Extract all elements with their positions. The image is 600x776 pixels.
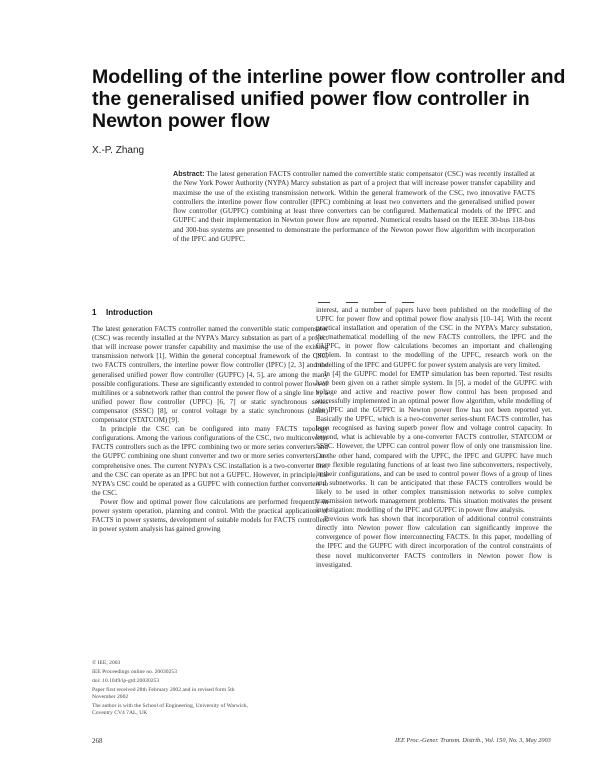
end-mark [318, 302, 330, 303]
footnote: IEE Proceedings online no. 20030253 [92, 669, 177, 675]
section-title: Introduction [106, 308, 153, 317]
journal-citation: IEE Proc.-Gener. Transm. Distrib., Vol. 150, No. 3, May 2003 [395, 737, 551, 744]
body-paragraph: The latest generation FACTS controller named the convertible static compensator (CSC) was recently installed at the NYPA's Marcy substation as part of a project that will increase power transfer capability and maximise the use of the existing transmission network [1]. Within the general conceptual framework of the CSC, two FACTS controllers, the interline power flow controller (IPFC) [2, 3] and the generalised unified power flow controller (GUPFC) [4, 5], are among the many possible configurations. These are significantly extended to control power flows of multilines or a subnetwork rather than control the power flow of a single line by a unified power flow controller (UPFC) [6, 7] or static synchronous series compensator (SSSC) [8], or control voltage by a static synchronous (shunt) compensator (STATCOM) [9]. [92, 325, 328, 425]
footnote: Paper first received 28th February 2002 and in revised form 5th November 2002 [92, 687, 235, 700]
abstract-end-marks [318, 302, 468, 304]
body-paragraph: In [4] the GUPFC model for EMTP simulation has been reported. Test results have been given on a rather simple system. In [5], a model of the GUPFC with voltage and active and reactive power flow control has been proposed and successfully implemented in an optimal power flow algorithm, while modelling of the IPFC and the GUPFC in Newton power flow has not been reported yet. Basically the UPFC, which is a two-converter series-shunt FACTS controller, has been recognised as having superb power flow and voltage control capacity. In beyond, what is achievable by a one-converter FACTS controller, STATCOM or SSSC. However, the UPFC can control power flow of only one transmission line. On the other hand, compared with the UPFC, the IPFC and GUPFC have much more flexible regulating functions of at least two line subconverters, respectively, in their configurations, and can be used to control power flows of a group of lines and subnetworks. It can be anticipated that these FACTS controllers would be likely to be used in other complex transmission networks to solve complex transmission network management problems. This situation motivates the present investigation: modelling of the IPFC and GUPFC in power flow analysis. [316, 369, 552, 515]
footnote: The author is with the School of Engineering, University of Warwick, Coventry CV4 7AL, UK [92, 703, 249, 716]
body-paragraph: Power flow and optimal power flow calculations are performed frequently in power system operation, planning and control. With the practical applications of FACTS in power systems, development of suitable models for FACTS controllers in power system analysis has gained growing [92, 497, 328, 534]
abstract-block [173, 169, 535, 244]
section-number: 1 [92, 308, 97, 317]
footnote: © IEE, 2003 [92, 660, 121, 666]
left-column [92, 308, 328, 534]
end-mark [402, 302, 414, 303]
paper-title [92, 66, 566, 132]
abstract-text: The latest generation FACTS controller named the convertible static compensator (CSC) was recently installed at the New York Power Authority (NYPA) Marcy substation as part of a project that will increase power transfer capability and maximise the use of the existing transmission network. Within the general framework of the CSC, two innovative FACTS controllers the interline power flow controller (IPFC) combining at least two converters and the generalised unified power flow controller (GUPFC) combining at least three converters can be configured. Mathematical models of the IPFC and GUPFC and their implementation in Newton power flow are reported. Numerical results based on the IEEE 30-bus 118-bus and 300-bus systems are presented to demonstrate the performance of the Newton power flow algorithm with incorporation of the IPFC and GUPFC. [173, 170, 535, 243]
footnotes [92, 660, 252, 719]
end-mark [374, 302, 386, 303]
body-paragraph: interest, and a number of papers have been published on the modelling of the UPFC for power flow and optimal power flow analysis [10–14]. With the recent practical installation and operation of the CSC in the NYPA's Marcy substation, the mathematical modelling of the new FACTS controllers, the IPFC and the GUPFC, in power flow calculations becomes an important and challenging problem. In contrast to the modelling of the UPFC, research work on the modelling of the IPFC and GUPFC for power system analysis are very limited. [316, 306, 552, 369]
title-line: the generalised unified power flow controller in [92, 88, 530, 110]
footnote: doi: 10.1049/ip-gtd:20030253 [92, 678, 160, 684]
author-name: X.-P. Zhang [92, 145, 145, 156]
end-mark [346, 302, 358, 303]
title-line: Modelling of the interline power flow controller and [92, 66, 566, 88]
body-paragraph: Previous work has shown that incorporation of additional control constraints directly into Newton power flow calculation can significantly improve the convergence of power flow interconnecting FACTS. In this paper, modelling of the IPFC and the GUPFC with direct incorporation of the control constraints of these novel multiconverter FACTS controllers in Newton power flow is investigated. [316, 515, 552, 569]
body-paragraph: In principle the CSC can be configured into many FACTS topology configurations. Among the various configurations of the CSC, two multiconverter FACTS controllers such as the IPFC combining two or more series converters and the GUPFC combining one shunt converter and two or more series converters, are comprehensive ones. The current NYPA's CSC installation is a two-converter one, and the CSC can operate as an IPFC but not a GUPFC. However, in principle, the NYPA's CSC could be operated as a GUPFC with connection further converters to the CSC. [92, 425, 328, 497]
section-heading [92, 308, 328, 317]
page-number: 268 [92, 737, 103, 745]
title-line: Newton power flow [92, 110, 270, 132]
abstract-label: Abstract: [173, 169, 205, 178]
right-column [316, 306, 552, 570]
